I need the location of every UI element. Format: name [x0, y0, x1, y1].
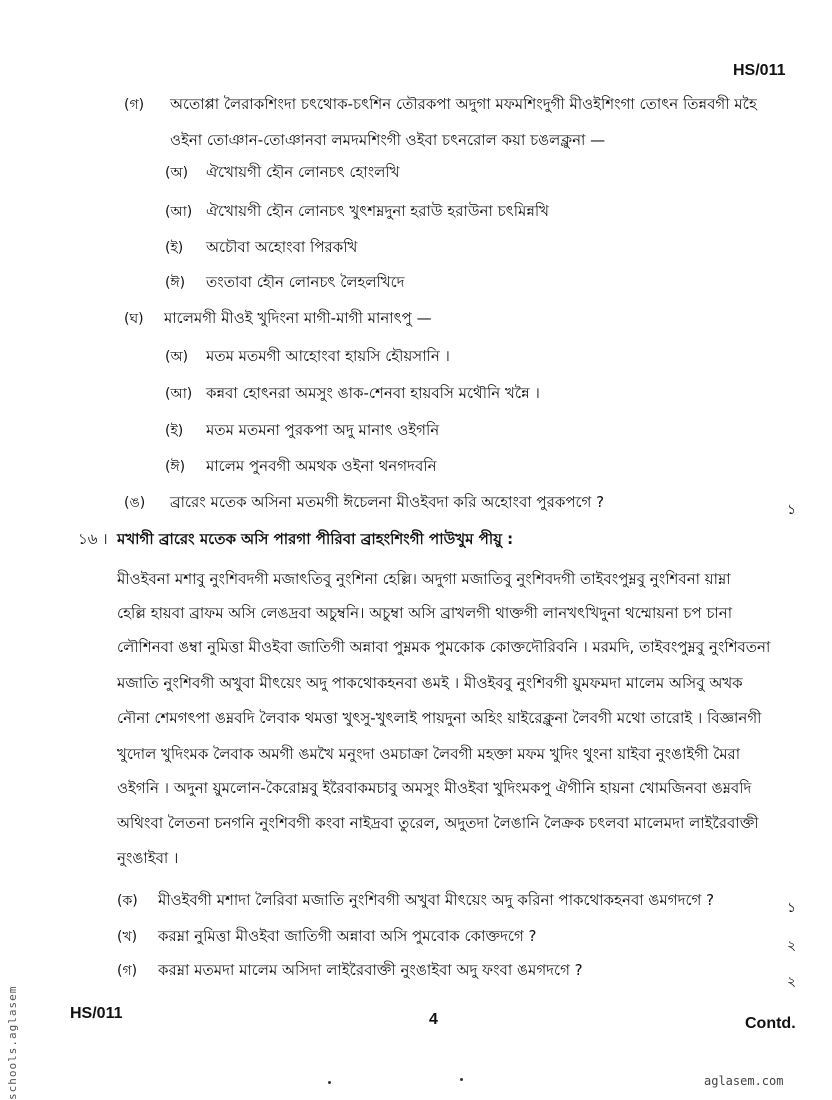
option-label: (আ) — [165, 204, 193, 220]
side-watermark: schools.aglasem — [6, 985, 19, 1100]
passage-line: খুদোল খুদিংমক লৈবাক অমগী ঙমখৈ মনুংদা ওমচাক্রা লৈবগী মহক্তা মফম খুদিং থুংনা য়াইবা নুংঙাইগী মৈরা — [117, 745, 741, 763]
scan-speck — [328, 1081, 331, 1084]
scan-speck — [460, 1078, 463, 1081]
subquestion-mark: ২ — [787, 938, 797, 954]
question-number: ১৬ । — [78, 530, 108, 548]
question-ga-label: (গ) — [124, 97, 145, 113]
option-text: মতম মতমনা পুরকপা অদু মানাৎ ওইগনি — [206, 421, 440, 439]
passage-line: হেল্লি হায়বা ব্রাফম অসি লেঙদ্রবা অচুম্বনি। অচুম্বা অসি ব্রাখলগী থাক্তগী লানখৎখিদুনা থম্মোয়না চপ চানা — [117, 604, 733, 622]
option-text: ঐখোয়গী হৌন লোনচৎ খুৎশম্নদুনা হরাউ হরাউনা চৎমিন্নখি — [206, 202, 550, 220]
subquestion-text: মীওইবগী মশাদা লৈরিবা মজাতি নুংশিবগী অখুবা মীৎয়েং অদু করিনা পাকথোকহনবা ঙমগদগে ? — [158, 891, 715, 909]
option-text: মতম মতমগী আহোংবা হায়সি হৌয়সানি । — [206, 347, 450, 365]
passage-line: মজাতি নুংশিবগী অখুবা মীৎয়েং অদু পাকথোকহনবা ঙমই । মীওইববু নুংশিবগী য়ুমফমদা মালেম অসিবু অখক — [117, 674, 743, 692]
page-number: 4 — [429, 1011, 438, 1028]
question-instruction: মখাগী ব্রারেং মতেক অসি পারগা পীরিবা ব্রাহংশিংগী পাউখুম পীয়ু : — [117, 530, 514, 548]
header-paper-code: HS/011 — [733, 62, 786, 79]
subquestion-text: করম্না নুমিত্তা মীওইবা জাতিগী অন্নাবা অসি পুমবোক কোক্তদগে ? — [158, 927, 537, 945]
option-text: তংতাবা হৌন লোনচৎ লৈহলখিদে — [206, 273, 405, 291]
option-text: ঐখোয়গী হৌন লোনচৎ হোংলখি — [206, 163, 400, 181]
question-mark: ১ — [787, 502, 797, 518]
option-label: (অ) — [165, 349, 189, 365]
option-label: (আ) — [165, 386, 193, 402]
question-gha-label: (ঘ) — [124, 311, 144, 327]
subquestion-label: (খ) — [117, 929, 138, 945]
option-label: (ঈ) — [165, 275, 186, 291]
passage-line: মীওইবনা মশাবু নুংশিবদগী মজাৎতিবু নুংশিনা হেল্লি। অদুগা মজাতিবু নুংশিবদগী তাইবংপুম্নবু নুংশিবনা য়াম্না — [117, 570, 731, 588]
continued-label: Contd. — [745, 1015, 796, 1032]
question-uma-text: ব্রারেং মতেক অসিনা মতমগী ঈচেলনা মীওইবদা করি অহোংবা পুরকপগে ? — [170, 493, 605, 511]
question-uma-label: (ঙ) — [124, 495, 146, 511]
bottom-watermark: aglasem.com — [704, 1074, 784, 1088]
option-text: মালেম পুনবগী অমথক ওইনা থনগদবনি — [206, 457, 437, 475]
subquestion-label: (গ) — [117, 963, 138, 979]
passage-line: নুংঙাইবা । — [117, 849, 179, 867]
option-text: অচৌবা অহোংবা পিরকখি — [206, 238, 358, 256]
question-ga-line1: অতোপ্পা লৈরাকশিংদা চৎথোক-চৎশিন তৌরকপা অদুগা মফমশিংদুগী মীওইশিংগা তোৎন তিন্নবগী মহৈ — [170, 95, 757, 113]
option-text: কন্নবা হোৎনরা অমসুং ঙাক-শেনবা হায়বসি মথৌনি খন্নৈ । — [206, 384, 540, 402]
subquestion-text: করম্না মতমদা মালেম অসিদা লাইরৈবাক্তী নুংঙাইবা অদু ফংবা ঙমগদগে ? — [158, 961, 583, 979]
footer-paper-code: HS/011 — [70, 1005, 123, 1022]
passage-line: নৌনা শেমগৎপা ঙম্নবদি লৈবাক থমত্তা খুৎসু-খুৎলাই পায়দুনা অহিং য়াইরেক্লুনা লৈবগী মথো তারোই । বিজ্ঞানগী — [117, 709, 762, 727]
subquestion-label: (ক) — [117, 893, 138, 909]
passage-line: ওইগনি । অদুনা য়ুমলোন-কৈরোম্নবু ইরৈবাকমচাবু অমসুং মীওইবা খুদিংমকপু ঐগীনি হায়না খোমজিনবা ঙম্নবদি — [117, 779, 752, 797]
option-label: (অ) — [165, 165, 189, 181]
option-label: (ই) — [165, 240, 184, 256]
question-gha-line1: মালেমগী মীওই খুদিংনা মাগী-মাগী মানাৎপু — — [164, 309, 432, 327]
subquestion-mark: ২ — [787, 974, 797, 990]
passage-line: অথিংবা লৈতনা চনগনি নুংশিবগী কংবা নাইদ্রবা তুরেল, অদুতদা লৈঙানি লৈক্রক চৎলবা মালেমদা লাইরৈবাক্তী — [117, 814, 759, 832]
option-label: (ঈ) — [165, 459, 186, 475]
option-label: (ই) — [165, 423, 184, 439]
subquestion-mark: ১ — [787, 900, 797, 916]
passage-line: লৌশিনবা ঙম্বা নুমিত্তা মীওইবা জাতিগী অন্নাবা পুম্নমক পুমকোক কোক্তদৌরিবনি । মরমদি, তাইবংপুম্নবু নুংশিবতনা — [117, 638, 771, 656]
question-ga-line2: ওইনা তোঞান-তোঞানবা লমদমশিংগী ওইবা চৎনরোল কয়া চঙলক্লুনা — — [170, 131, 606, 149]
